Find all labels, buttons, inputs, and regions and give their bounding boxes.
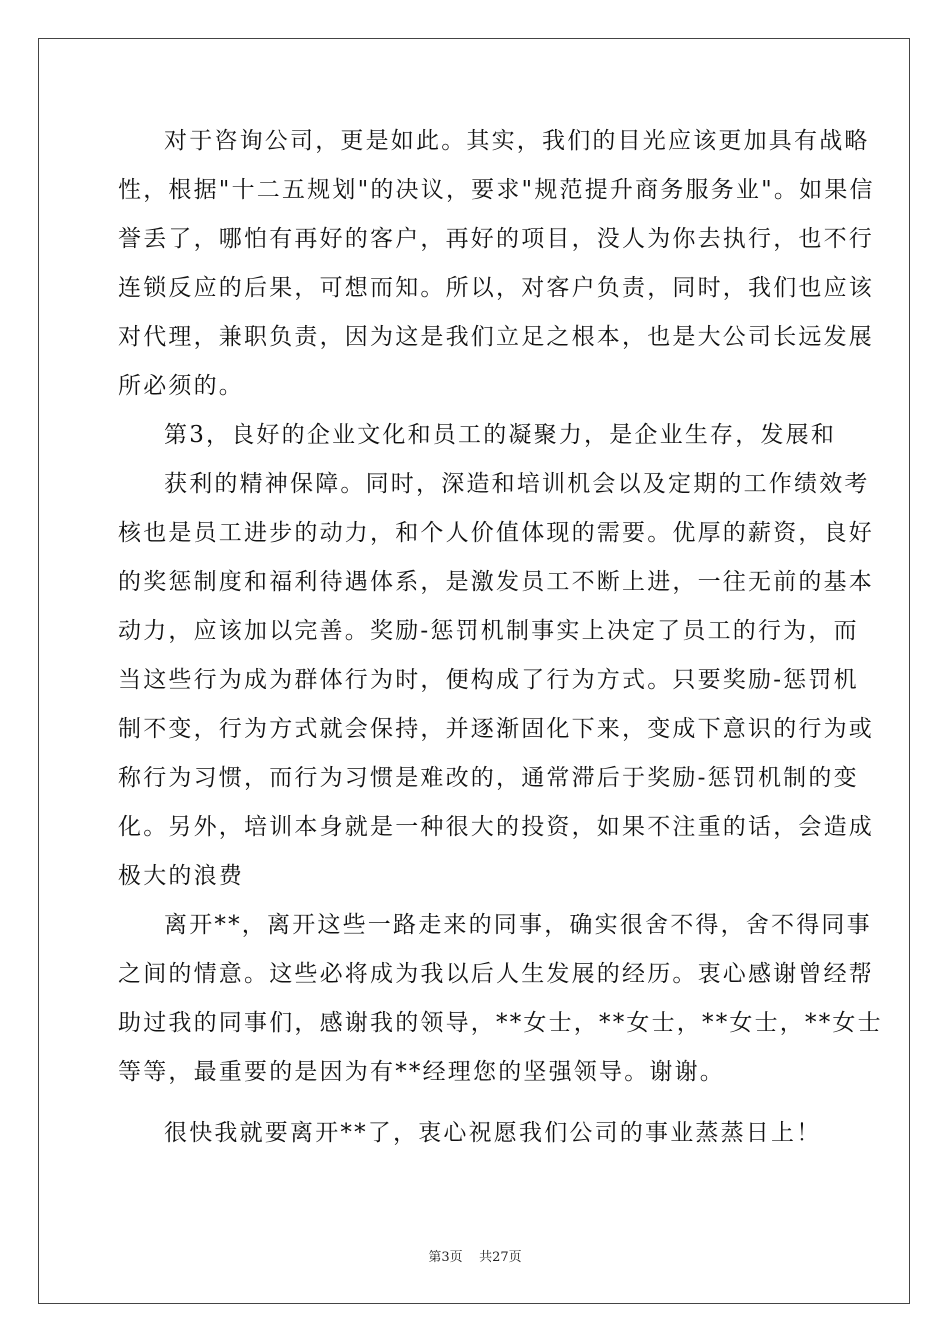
paragraph-line: 核也是员工进步的动力，和个人价值体现的需要。优厚的薪资，良好 xyxy=(118,520,874,546)
paragraph-line: 的奖惩制度和福利待遇体系，是激发员工不断上进，一往无前的基本 xyxy=(118,569,874,595)
page-footer xyxy=(0,1246,950,1265)
paragraph-line: 等等，最重要的是因为有**经理您的坚强领导。谢谢。 xyxy=(118,1059,725,1085)
paragraph-line: 当这些行为成为群体行为时，便构成了行为方式。只要奖励-惩罚机 xyxy=(118,667,859,693)
paragraph-line: 制不变，行为方式就会保持，并逐渐固化下来，变成下意识的行为或 xyxy=(118,716,874,742)
paragraph-line: 连锁反应的后果，可想而知。所以，对客户负责，同时，我们也应该 xyxy=(118,275,874,301)
page-number: 第3页 xyxy=(428,1250,463,1265)
paragraph-line: 化。另外，培训本身就是一种很大的投资，如果不注重的话，会造成 xyxy=(118,814,874,840)
paragraph-line: 称行为习惯，而行为习惯是难改的，通常滞后于奖励-惩罚机制的变 xyxy=(118,765,859,791)
paragraph-line: 性，根据"十二五规划"的决议，要求"规范提升商务服务业"。如果信 xyxy=(118,177,875,203)
paragraph-line: 助过我的同事们，感谢我的领导，**女士，**女士，**女士，**女士 xyxy=(118,1010,883,1036)
paragraph-line: 誉丢了，哪怕有再好的客户，再好的项目，没人为你去执行，也不行 xyxy=(118,226,874,252)
paragraph-line: 所必须的。 xyxy=(118,373,244,399)
paragraph-line: 获利的精神保障。同时，深造和培训机会以及定期的工作绩效考 xyxy=(164,471,870,497)
paragraph-line: 对代理，兼职负责，因为这是我们立足之根本，也是大公司长远发展 xyxy=(118,324,874,350)
paragraph-line: 动力，应该加以完善。奖励-惩罚机制事实上决定了员工的行为，而 xyxy=(118,618,859,644)
page-total: 共27页 xyxy=(479,1250,522,1265)
paragraph-line: 对于咨询公司，更是如此。其实，我们的目光应该更加具有战略 xyxy=(164,128,870,154)
paragraph-line: 极大的浪费 xyxy=(118,863,244,889)
paragraph-line: 第3，良好的企业文化和员工的凝聚力，是企业生存，发展和 xyxy=(164,422,837,448)
paragraph-line: 之间的情意。这些必将成为我以后人生发展的经历。衷心感谢曾经帮 xyxy=(118,961,874,987)
paragraph-line: 很快我就要离开**了，衷心祝愿我们公司的事业蒸蒸日上！ xyxy=(164,1120,822,1146)
paragraph-line: 离开**，离开这些一路走来的同事，确实很舍不得，舍不得同事 xyxy=(164,912,872,938)
